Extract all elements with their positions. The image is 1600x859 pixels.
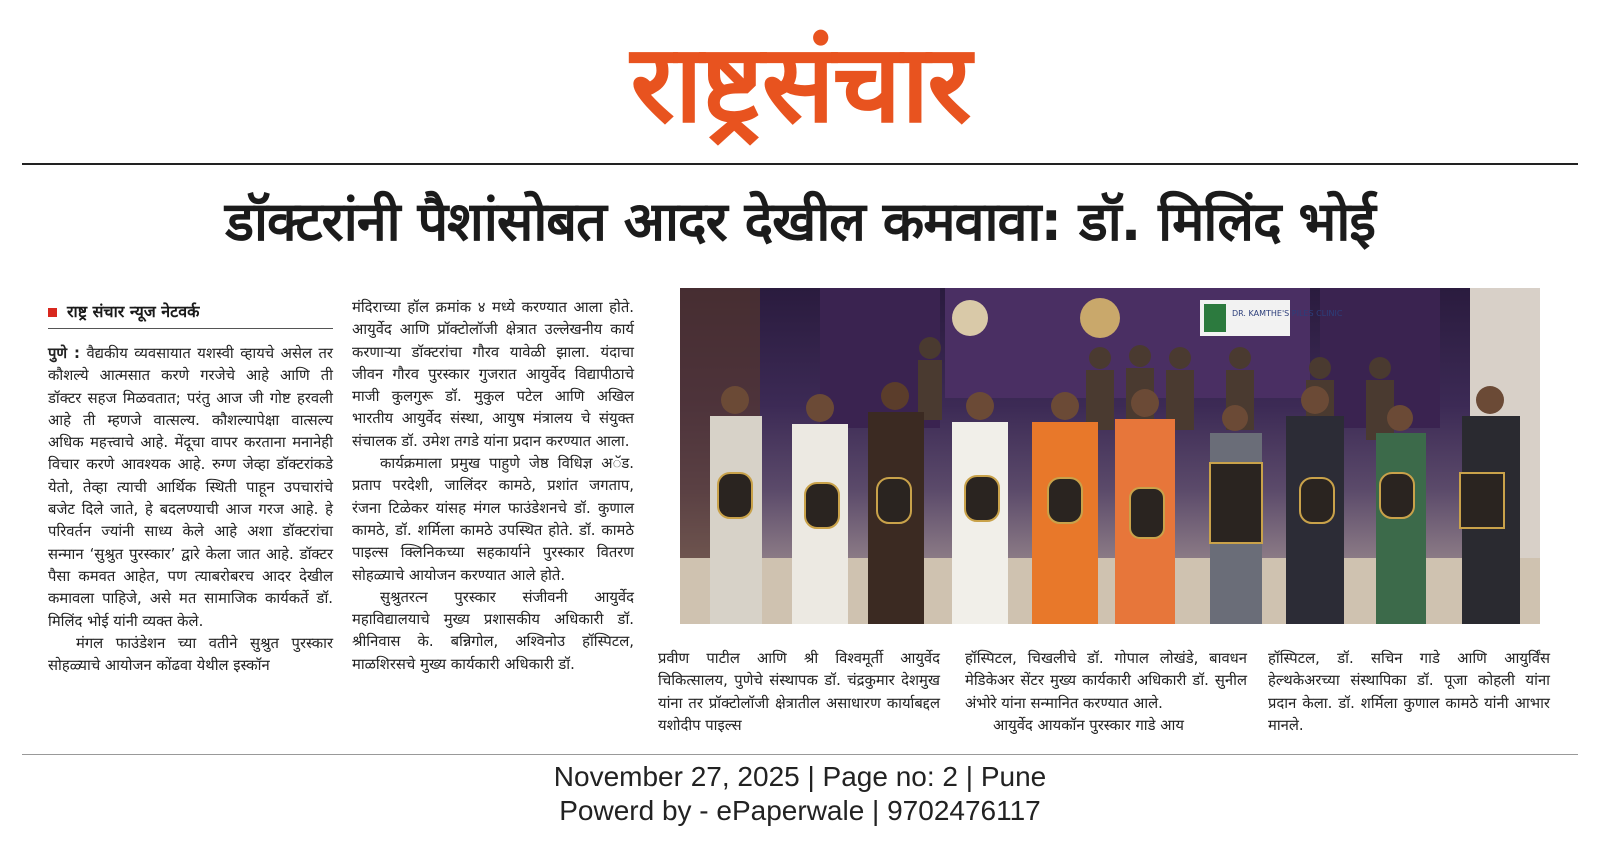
paragraph: कार्यक्रमाला प्रमुख पाहुणे जेष्ठ विधिज्ञ अॅड. प्रताप परदेशी, जालिंदर कामठे, प्रशांत जगताप, रंजना टिळेकर यांसह मंगल फाउंडेशनचे डॉ. कुणाल कामठे, डॉ. शर्मिला कामठे उपस्थित होते. डॉ. कामठे पाइल्स क्लिनिकच्या सहकार्याने पुरस्कार वितरण सोहळ्याचे आयोजन करण्यात आले होते. [352,455,634,584]
footer-credit-line: Powerd by - ePaperwale | 9702476117 [559,795,1041,826]
paragraph: हॉस्पिटल, डॉ. सचिन गाडे आणि आयुर्विंस हेल्थकेअरच्या संस्थापिका डॉ. पूजा कोहली यांना प्रदान केला. डॉ. शर्मिला कुणाल कामठे यांनी आभार मानले. [1268,650,1550,734]
page-footer [0,760,1600,828]
footer-divider [22,754,1578,755]
paragraph: पुणे : वैद्यकीय व्यवसायात यशस्वी व्हायचे असेल तर कौशल्ये आत्मसात करणे गरजेचे आहे आणि ती डॉक्टर सहज मिळवतात; परंतु आज जी गोष्ट हरवली आहे ती म्हणजे वात्सल्य. कौशल्यापेक्षा वात्सल्य अधिक महत्त्वाचे आहे. मेंदूचा वापर करताना मनानेही विचार करणे आवश्यक आहे. रुग्ण जेव्हा डॉक्टरांकडे येतो, तेव्हा त्याची आर्थिक स्थिती पाहून उपचारांचे बजेट दिले जाते, हे बदलण्याची आज गरज आहे. हे परिवर्तन ज्यांनी साध्य केले आहे अशा डॉक्टरांचा सन्मान ‘सुश्रुत पुरस्कार’ द्वारे केला जात आहे. डॉक्टर पैसा कमवत आहेत, पण त्याबरोबरच आदर देखील कमावला पाहिजे, असे मत सामाजिक कार्यकर्ते डॉ. मिलिंद भोई यांनी व्यक्त केले. [48,345,333,630]
clinic-banner: DR. KAMTHE'S PILES CLINIC [1232,309,1343,318]
paragraph: मंदिराच्या हॉल क्रमांक ४ मध्ये करण्यात आला होते. आयुर्वेद आणि प्रॉक्टोलॉजी क्षेत्रात उल्लेखनीय कार्य करणाऱ्या डॉक्टरांचा गौरव यावेळी झाला. यंदाचा जीवन गौरव पुरस्कार गुजरात आयुर्वेद विद्यापीठाचे माजी कुलगुरू डॉ. मुकुल पटेल आणि अखिल भारतीय आयुर्वेद संस्था, आयुष मंत्रालय चे संयुक्त संचालक डॉ. उमेश तगडे यांना प्रदान करण्यात आला. [352,299,634,450]
newspaper-masthead: राष्ट्रसंचार [630,22,970,147]
byline-text: राष्ट्र संचार न्यूज नेटवर्क [67,302,200,321]
article-headline: डॉक्टरांनी पैशांसोबत आदर देखील कमवावा: डॉ. मिलिंद भोई [225,190,1375,253]
article-column-3 [658,648,940,737]
award-ceremony-photo [680,288,1540,624]
article-column-5 [1268,648,1550,737]
masthead-divider [22,163,1578,165]
paragraph: हॉस्पिटल, चिखलीचे डॉ. गोपाल लोखंडे, बावधन मेडिकेअर सेंटर मुख्य कार्यकारी अधिकारी डॉ. सुनील अंभोरे यांना सन्मानित करण्यात आले. [965,650,1247,712]
paragraph: प्रवीण पाटील आणि श्री विश्वमूर्ती आयुर्वेद चिकित्सालय, पुणेचे संस्थापक डॉ. चंद्रकुमार देशमुख यांना तर प्रॉक्टोलॉजी क्षेत्रातील असाधारण कार्याबद्दल यशोदीप पाइल्स [658,650,940,734]
byline [48,300,333,329]
bullet-square-icon [48,308,57,317]
article-column-2 [352,297,634,676]
paragraph: आयुर्वेद आयकॉन पुरस्कार गाडे आय [993,716,1184,734]
article-column-1 [48,343,333,677]
paragraph: सुश्रुतरत्न पुरस्कार संजीवनी आयुर्वेद महाविद्यालयाचे मुख्य प्रशासकीय अधिकारी डॉ. श्रीनिवास के. बन्निगोल, अश्विनोउ हॉस्पिटल, माळशिरसचे मुख्य कार्यकारी अधिकारी डॉ. [352,588,634,673]
paragraph: मंगल फाउंडेशन च्या वतीने सुश्रुत पुरस्कार सोहळ्याचे आयोजन कोंढवा येथील इस्कॉन [48,634,333,675]
article-column-4 [965,648,1247,737]
footer-date-line: November 27, 2025 | Page no: 2 | Pune [553,761,1047,792]
dateline: पुणे : [48,345,80,362]
